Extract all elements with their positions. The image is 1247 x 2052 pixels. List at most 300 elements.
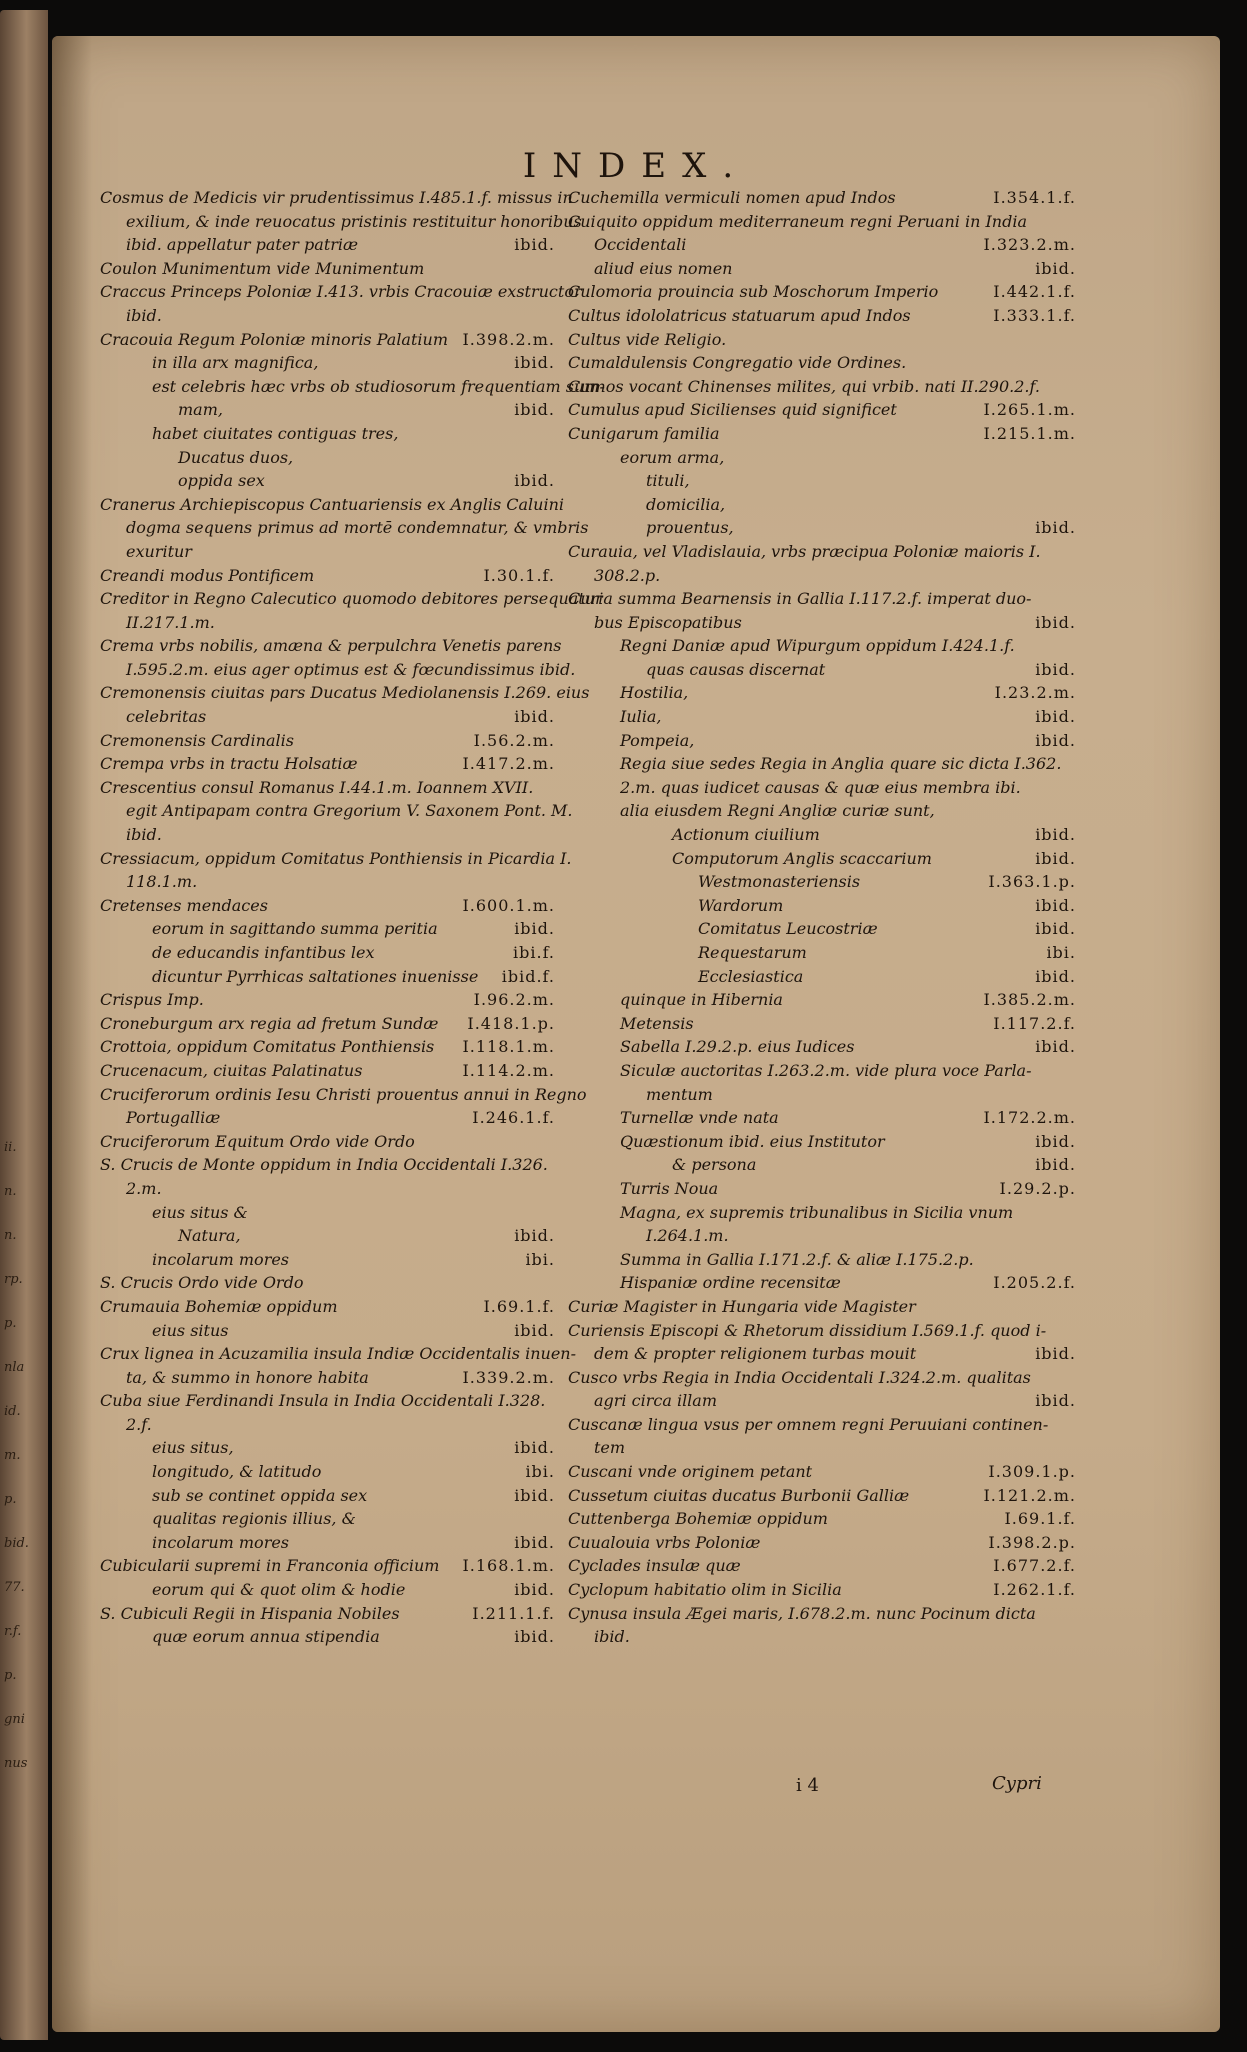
previous-page-fragment: r.f. [4,1624,22,1639]
index-entry [568,1554,1076,1578]
index-entry [100,493,564,517]
index-entry [100,422,555,446]
index-entry [568,1224,1076,1248]
previous-page-fragment: p. [4,1316,17,1331]
previous-page-fragment: p. [4,1668,17,1683]
index-entry [100,516,589,540]
entry-text: Cuscanæ lingua vsus per omnem regni Peruuiani continen- [568,1414,1049,1434]
entry-text: Craccus Princeps Poloniæ I.413. vrbis Cracouiæ exstructor [100,282,582,302]
entry-reference: ibid. [514,919,555,939]
entry-reference: I.69.1.f. [483,1296,555,1316]
entry-reference: I.23.2.m. [994,683,1076,703]
entry-text: Hostilia, [620,683,689,703]
entry-text: Cumulus apud Sicilienses quid significet [568,400,897,420]
entry-text: Curia summa Bearnensis in Gallia I.117.2.f. imperat duo- [568,589,1032,609]
entry-text: Cuttenberga Bohemiæ oppidum [568,1509,828,1529]
index-entry [100,1224,555,1248]
entry-reference: I.398.2.m. [462,329,555,349]
previous-page-edge [0,10,48,2040]
index-entry [100,257,555,281]
index-entry [100,1130,555,1154]
entry-text: Crottoia, oppidum Comitatus Ponthiensis [100,1037,435,1057]
entry-text: Cressiacum, oppidum Comitatus Ponthiensis in Picardia I. [100,848,572,868]
index-entry [568,1012,1076,1036]
entry-text: dicuntur Pyrrhicas saltationes inuenisse [152,966,479,986]
entry-text: Summa in Gallia I.171.2.f. & aliæ I.175.2.p. [620,1249,974,1269]
entry-text: Cultus idololatricus statuarum apud Indos [568,305,911,325]
entry-text: 2.m. quas iudicet causas & quæ eius membra ibi. [620,777,1021,797]
entry-reference: I.215.1.m. [983,423,1076,443]
index-entry [100,1602,555,1626]
entry-reference: I.117.2.f. [993,1013,1076,1033]
entry-reference: I.56.2.m. [473,730,555,750]
entry-text: oppida sex [178,471,265,491]
index-entry [568,186,1076,210]
entry-text: dem & propter religionem turbas mouit [594,1344,917,1364]
index-entry [568,1460,1076,1484]
entry-reference: I.96.2.m. [473,990,555,1010]
index-entry [100,1507,555,1531]
index-entry [568,776,1076,800]
index-entry [100,210,582,234]
signature-mark: i 4 [796,1775,819,1796]
index-entry [568,823,1076,847]
index-entry [100,894,555,918]
entry-reference: I.418.1.p. [467,1013,555,1033]
entry-reference: ibid. [514,1580,555,1600]
entry-text: Natura, [178,1226,241,1246]
entry-text: Comitatus Leucostriæ [698,919,878,939]
index-entry [568,799,1076,823]
entry-text: Computorum Anglis scaccarium [672,848,932,868]
entry-text: eius situs [152,1320,229,1340]
entry-text: eorum in sagittando summa peritia [152,919,438,939]
index-entry [100,398,555,422]
entry-text: Cuualouia vrbs Poloniæ [568,1532,761,1552]
entry-text: & persona [672,1155,757,1175]
entry-text: mam, [178,400,223,420]
entry-reference: ibid. [1035,707,1076,727]
index-entry [100,776,555,800]
entry-reference: ibi. [525,1249,555,1269]
index-entry [100,870,555,894]
entry-text: S. Crucis de Monte oppidum in India Occidentali I.326. [100,1155,548,1175]
entry-reference: ibid. [514,400,555,420]
index-entry [568,375,1076,399]
index-entry [568,516,1076,540]
index-entry [568,1083,1076,1107]
entry-reference: I.262.1.f. [993,1580,1076,1600]
index-entry [100,917,555,941]
index-entry [100,1035,555,1059]
entry-reference: ibid. [1035,895,1076,915]
index-entry [568,917,1076,941]
index-entry [100,351,555,375]
index-entry [100,1460,555,1484]
index-entry [568,870,1076,894]
entry-reference: I.398.2.p. [988,1532,1076,1552]
index-entry [568,446,1076,470]
entry-text: qualitas regionis illius, & [152,1509,356,1529]
entry-text: 2.m. [126,1178,162,1198]
index-entry [568,1271,1076,1295]
entry-text: Croneburgum arx regia ad fretum Sundæ [100,1013,439,1033]
entry-text: eius situs, [152,1438,234,1458]
entry-text: Cyclopum habitatio olim in Sicilia [568,1580,842,1600]
entry-text: Siculæ auctoritas I.263.2.m. vide plura voce Parla- [620,1060,1032,1080]
index-entry [100,1413,555,1437]
entry-text: Creditor in Regno Calecutico quomodo debitores persequatur [100,589,603,609]
index-entry [100,233,555,257]
index-entry [568,658,1076,682]
entry-text: domicilia, [646,494,726,514]
index-entry [100,1578,555,1602]
entry-reference: I.114.2.m. [462,1060,555,1080]
entry-reference: ibid. [514,1438,555,1458]
index-entry [568,1507,1076,1531]
index-entry [568,469,1076,493]
index-entry [568,1342,1076,1366]
page-gutter-shadow [52,36,92,2032]
entry-reference: I.385.2.m. [983,990,1076,1010]
entry-text: eorum arma, [620,447,725,467]
entry-text: Cranerus Archiepiscopus Cantuariensis ex Anglis Caluini [100,494,564,514]
index-entry [100,587,603,611]
entry-text: Cruciferorum ordinis Iesu Christi prouentus annui in Regno [100,1084,587,1104]
entry-text: exuritur [126,541,192,561]
index-entry [100,681,590,705]
index-entry [568,564,1076,588]
page-title: INDEX. [522,146,750,186]
entry-text: aliud eius nomen [594,258,733,278]
entry-text: incolarum mores [152,1249,290,1269]
entry-reference: ibi. [525,1462,555,1482]
previous-page-fragment: bid. [4,1536,29,1551]
entry-text: 308.2.p. [594,565,661,585]
entry-text: longitudo, & latitudo [152,1462,322,1482]
entry-reference: ibid. [514,707,555,727]
previous-page-fragment: rp. [4,1272,23,1287]
entry-text: Culomoria prouincia sub Moschorum Imperio [568,282,939,302]
previous-page-fragment: nus [4,1756,28,1771]
entry-text: Cretenses mendaces [100,895,268,915]
index-entry [100,1366,555,1390]
entry-text: Cusco vrbs Regia in India Occidentali I.324.2.m. qualitas [568,1367,1031,1387]
entry-text: celebritas [126,707,207,727]
entry-text: Curiæ Magister in Hungaria vide Magister [568,1296,916,1316]
entry-text: Magna, ex supremis tribunalibus in Sicilia vnum [620,1202,1014,1222]
entry-reference: ibi.f. [513,943,555,962]
entry-text: Coulon Munimentum vide Munimentum [100,258,425,278]
entry-reference: I.354.1.f. [993,188,1076,207]
index-entry [100,823,555,847]
catchword: Cypri [992,1773,1042,1794]
index-entry [568,1035,1076,1059]
index-entry [100,540,555,564]
entry-reference: I.29.2.p. [999,1178,1076,1198]
entry-text: Turnellæ vnde nata [620,1108,779,1128]
index-entry [568,304,1076,328]
index-entry [568,210,1076,234]
index-entry [568,988,1076,1012]
entry-text: ibid. appellatur pater patriæ [126,235,359,255]
entry-text: II.217.1.m. [126,612,215,632]
index-entry [568,328,1076,352]
index-entry [100,1271,555,1295]
entry-reference: I.600.1.m. [462,895,555,915]
index-entry [568,1413,1076,1437]
index-entry [568,1602,1076,1626]
entry-text: dogma sequens primus ad mortē condemnatur, & vmbris [126,518,589,538]
index-entry [568,257,1076,281]
index-entry [100,1319,555,1343]
entry-text: ibid. [126,305,162,325]
entry-text: egit Antipapam contra Gregorium V. Saxonem Pont. M. [126,801,573,821]
entry-reference: I.442.1.f. [993,282,1076,302]
index-entry [100,941,555,965]
entry-text: quæ eorum annua stipendia [152,1627,380,1647]
entry-text: Cyclades insulæ quæ [568,1556,741,1576]
entry-text: Cuba siue Ferdinandi Insula in India Occidentali I.328. [100,1391,546,1411]
index-entry [100,611,555,635]
entry-reference: ibid. [1035,1344,1076,1364]
index-entry [568,1201,1076,1225]
entry-text: Crucenacum, ciuitas Palatinatus [100,1060,363,1080]
entry-reference: ibid. [1035,659,1076,679]
entry-text: tem [594,1438,626,1458]
entry-text: Cumos vocant Chinenses milites, qui vrbib. nati II.290.2.f. [568,376,1040,396]
entry-text: I.595.2.m. eius ager optimus est & fœcundissimus ibid. [126,659,576,679]
index-entry [568,398,1076,422]
index-entry [100,186,573,210]
index-entry [100,658,576,682]
entry-text: Portugalliæ [126,1108,221,1128]
entry-text: S. Crucis Ordo vide Ordo [100,1273,304,1293]
index-entry [568,965,1076,989]
entry-text: Crux lignea in Acuzamilia insula Indiæ Occidentalis inuen- [100,1344,576,1364]
entry-text: incolarum mores [152,1532,290,1552]
index-entry [568,681,1076,705]
index-entry [100,564,555,588]
index-entry [568,634,1076,658]
entry-text: agri circa illam [594,1391,718,1411]
index-entry [568,1319,1076,1343]
entry-text: Ducatus duos, [178,447,294,467]
entry-reference: I.265.1.m. [983,400,1076,420]
entry-text: Iulia, [620,707,662,727]
entry-reference: ibid.f. [501,966,555,986]
entry-text: Cumaldulensis Congregatio vide Ordines. [568,353,907,373]
entry-text: Metensis [620,1013,694,1033]
entry-text: Turris Noua [620,1178,719,1198]
entry-reference: ibid. [1035,1391,1076,1411]
entry-reference: ibid. [1035,730,1076,750]
entry-text: Crumauia Bohemiæ oppidum [100,1296,338,1316]
entry-text: eius situs & [152,1202,248,1222]
entry-text: Cruciferorum Equitum Ordo vide Ordo [100,1131,415,1151]
entry-text: Regni Daniæ apud Wipurgum oppidum I.424.1.f. [620,636,1015,656]
entry-reference: ibid. [1035,612,1076,632]
entry-reference: I.417.2.m. [462,754,555,774]
index-entry [100,1295,555,1319]
entry-text: Crema vrbs nobilis, amæna & perpulchra Venetis parens [100,636,562,656]
entry-reference: ibid. [514,1320,555,1340]
index-entry [568,1177,1076,1201]
entry-reference: ibid. [514,1627,555,1647]
previous-page-fragment: 77. [4,1580,25,1595]
entry-text: Cussetum ciuitas ducatus Burbonii Galliæ [568,1485,910,1505]
entry-reference: I.205.2.f. [993,1273,1076,1293]
entry-reference: I.118.1.m. [462,1037,555,1057]
index-entry [568,1295,1076,1319]
index-entry [100,280,582,304]
entry-text: Cuscani vnde originem petant [568,1462,813,1482]
entry-reference: I.246.1.f. [472,1108,555,1128]
index-entry [568,705,1076,729]
index-entry [100,1436,555,1460]
entry-text: Pompeia, [620,730,695,750]
entry-text: eorum qui & quot olim & hodie [152,1580,406,1600]
previous-page-fragment: n. [4,1228,17,1243]
entry-reference: I.69.1.f. [1004,1509,1076,1529]
index-entry [568,540,1076,564]
entry-reference: I.30.1.f. [483,565,555,585]
entry-text: I.264.1.m. [646,1226,729,1246]
previous-page-fragment: n. [4,1184,17,1199]
index-entry [100,1153,555,1177]
entry-reference: ibid. [514,235,555,255]
index-entry [568,1389,1076,1413]
index-entry [100,752,555,776]
index-entry [568,493,1076,517]
entry-text: quinque in Hibernia [620,990,783,1010]
index-entry [100,847,572,871]
index-entry [568,280,1076,304]
entry-reference: ibid. [514,1485,555,1505]
entry-text: bus Episcopatibus [594,612,742,632]
entry-text: Crispus Imp. [100,990,204,1010]
entry-text: mentum [646,1084,713,1104]
entry-text: Quæstionum ibid. eius Institutor [620,1131,885,1151]
entry-reference: I.677.2.f. [993,1556,1076,1576]
index-entry [100,1248,555,1272]
entry-text: Sabella I.29.2.p. eius Iudices [620,1037,855,1057]
index-entry [100,375,605,399]
entry-reference: ibid. [514,1226,555,1246]
previous-page-fragment: m. [4,1448,21,1463]
entry-text: habet ciuitates contiguas tres, [152,423,399,443]
entry-text: Creandi modus Pontificem [100,565,315,585]
index-entry [568,1578,1076,1602]
index-entry [100,634,562,658]
index-entry [568,1531,1076,1555]
index-page [52,36,1220,2032]
index-entry [568,1625,1076,1649]
index-entry [568,587,1076,611]
entry-text: ta, & summo in honore habita [126,1367,369,1387]
index-entry [100,1625,555,1649]
index-entry [568,233,1076,257]
entry-reference: ibid. [1035,258,1076,278]
entry-text: Cremonensis Cardinalis [100,730,294,750]
index-entry [568,1366,1076,1390]
entry-text: exilium, & inde reuocatus pristinis restituitur honoribus [126,211,582,231]
index-entry [100,1059,555,1083]
entry-reference: ibi. [1046,943,1076,962]
index-entry [100,799,573,823]
entry-text: Cremonensis ciuitas pars Ducatus Mediolanensis I.269. eius [100,683,590,703]
entry-text: Curiensis Episcopi & Rhetorum dissidium I.569.1.f. quod i- [568,1320,1047,1340]
entry-text: Westmonasteriensis [698,872,861,892]
entry-reference: I.211.1.f. [472,1603,555,1623]
entry-reference: ibid. [1035,1131,1076,1151]
index-entry [568,1059,1076,1083]
index-entry [568,1484,1076,1508]
entry-reference: ibid. [514,353,555,373]
index-entry [568,1248,1076,1272]
index-entry [100,965,555,989]
entry-reference: I.168.1.m. [462,1556,555,1576]
entry-reference: I.323.2.m. [983,235,1076,255]
entry-reference: I.333.1.f. [993,305,1076,325]
index-entry [568,729,1076,753]
index-entry [568,1153,1076,1177]
index-column-left [100,186,605,1649]
entry-text: Regia siue sedes Regia in Anglia quare sic dicta I.362. [620,754,1062,774]
index-entry [100,1083,587,1107]
entry-text: Curauia, vel Vladislauia, vrbs præcipua Poloniæ maioris I. [568,541,1041,561]
index-entry [568,351,1076,375]
entry-text: Wardorum [698,895,784,915]
entry-text: tituli, [646,471,690,491]
entry-text: ibid. [126,825,162,845]
index-entry [568,1106,1076,1130]
entry-text: Cultus vide Religio. [568,329,727,349]
entry-text: Hispaniæ ordine recensitæ [620,1273,841,1293]
index-entry [100,1531,555,1555]
index-entry [568,894,1076,918]
index-entry [100,1389,555,1413]
index-entry [100,1554,555,1578]
index-entry [100,469,555,493]
entry-text: est celebris hæc vrbs ob studiosorum frequentiam sum- [152,376,605,396]
previous-page-fragment: nla [4,1360,25,1375]
entry-reference: I.309.1.p. [988,1462,1076,1482]
index-entry [568,611,1076,635]
index-entry [568,422,1076,446]
entry-reference: ibid. [1035,825,1076,845]
entry-reference: ibid. [1035,966,1076,986]
previous-page-fragment: gni [4,1712,25,1727]
entry-text: Crescentius consul Romanus I.44.1.m. Ioannem XVII. [100,777,534,797]
previous-page-fragment: p. [4,1492,17,1507]
index-entry [100,729,555,753]
entry-text: Cuchemilla vermiculi nomen apud Indos [568,188,896,207]
entry-text: Cracouia Regum Poloniæ minoris Palatium [100,329,448,349]
entry-text: 2.f. [126,1414,152,1434]
index-entry [100,1106,555,1130]
index-entry [100,304,555,328]
entry-reference: ibid. [1035,518,1076,538]
entry-text: alia eiusdem Regni Angliæ curiæ sunt, [620,801,935,821]
index-entry [100,1342,576,1366]
index-entry [568,941,1076,965]
entry-reference: ibid. [1035,1155,1076,1175]
entry-text: Requestarum [698,943,807,962]
entry-reference: I.339.2.m. [462,1367,555,1387]
index-entry [100,1201,555,1225]
entry-reference: ibid. [514,1532,555,1552]
